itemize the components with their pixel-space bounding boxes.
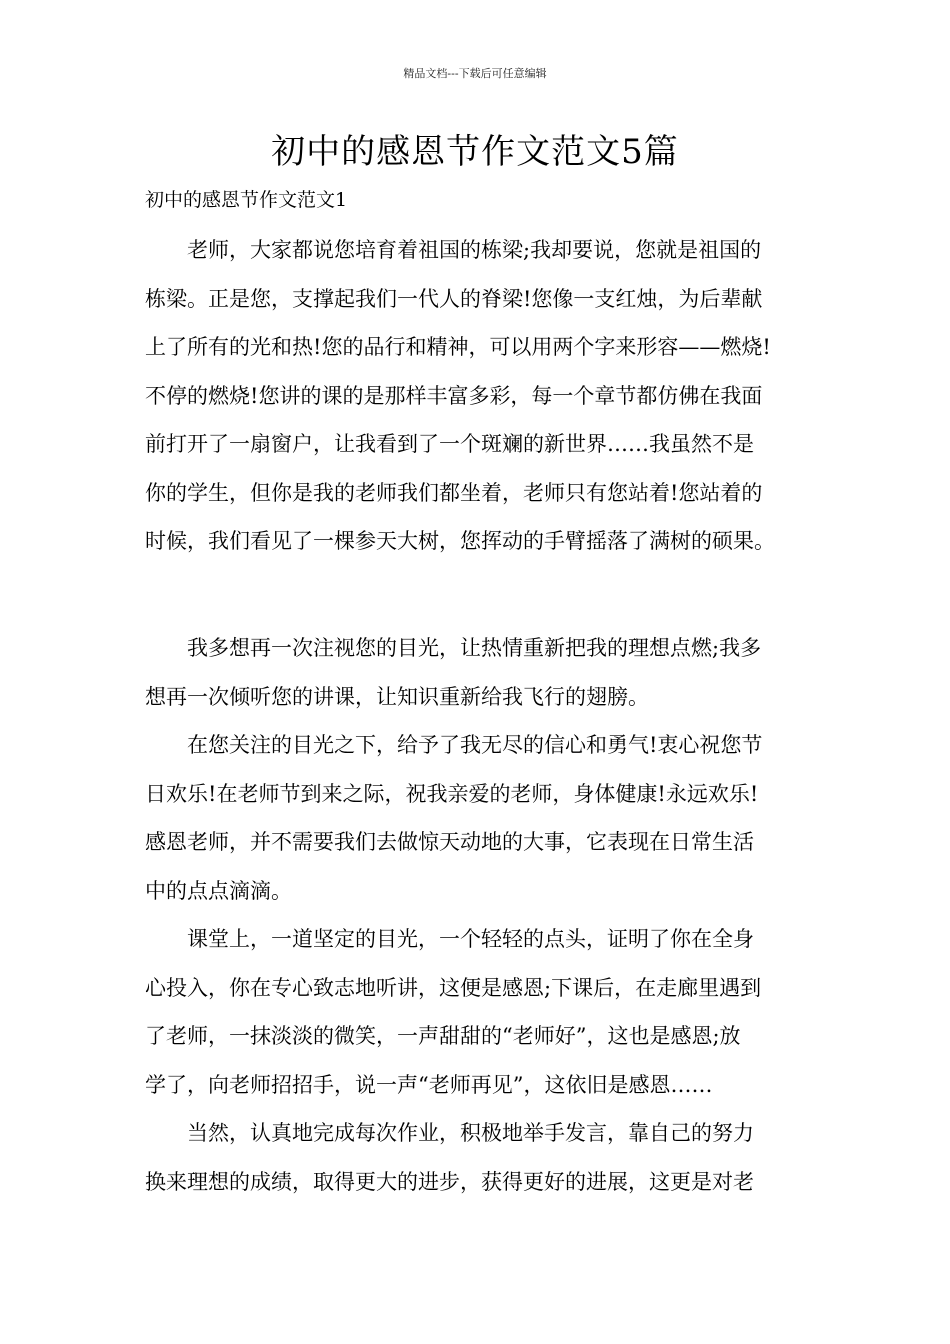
paragraph-line: 栋梁。正是您，支撑起我们一代人的脊梁!您像一支红烛，为后辈献 [145,286,763,311]
paragraph-line: 时候，我们看见了一棵参天大树，您挥动的手臂摇落了满树的硕果。 [145,529,775,553]
paragraph-1 [145,226,811,566]
paragraph-line: 了老师，一抹淡淡的微笑，一声甜甜的“老师好”，这也是感恩;放 [145,1024,741,1048]
page-title: 初中的感恩节作文范文5篇 [271,132,679,172]
paragraph-line: 不停的燃烧!您讲的课的是那样丰富多彩，每一个章节都仿佛在我面 [145,383,763,408]
paragraph-line: 在您关注的目光之下，给予了我无尽的信心和勇气!衷心祝您节 [187,733,763,757]
paragraph-line: 课堂上，一道坚定的目光，一个轻轻的点头，证明了你在全身 [187,927,754,951]
paragraph-line: 我多想再一次注视您的目光，让热情重新把我的理想点燃;我多 [187,636,762,660]
header-note: 精品文档---下载后可任意编辑 [403,67,547,80]
paragraph-line: 心投入，你在专心致志地听讲，这便是感恩;下课后，在走廊里遇到 [145,975,762,1000]
body-block-1 [145,226,811,566]
paragraph-line: 学了，向老师招招手，说一声“老师再见”，这依旧是感恩…… [145,1072,713,1097]
paragraph-3 [145,721,811,915]
paragraph-line: 老师，大家都说您培育着祖国的栋梁;我却要说，您就是祖国的 [187,238,762,262]
paragraph-line: 前打开了一扇窗户，让我看到了一个斑斓的新世界……我虽然不是 [145,432,754,456]
paragraph-5 [145,1109,811,1206]
paragraph-line: 日欢乐!在老师节到来之际，祝我亲爱的老师，身体健康!永远欢乐! [145,781,759,806]
section-heading: 初中的感恩节作文范文1 [145,189,348,211]
paragraph-2 [145,624,811,721]
paragraph-line: 你的学生，但你是我的老师我们都坐着，老师只有您站着!您站着的 [145,480,763,505]
paragraph-line: 上了所有的光和热!您的品行和精神，可以用两个字来形容——燃烧! [145,335,771,359]
paragraph-4 [145,915,811,1109]
paragraph-line: 感恩老师，并不需要我们去做惊天动地的大事，它表现在日常生活 [145,830,754,854]
body-block-2 [145,624,811,1206]
paragraph-line: 想再一次倾听您的讲课，让知识重新给我飞行的翅膀。 [145,684,649,709]
paragraph-line: 中的点点滴滴。 [145,878,292,903]
paragraph-line: 换来理想的成绩，取得更大的进步，获得更好的进展，这更是对老 [145,1169,754,1194]
paragraph-line: 当然，认真地完成每次作业，积极地举手发言，靠自己的努力 [187,1121,754,1145]
